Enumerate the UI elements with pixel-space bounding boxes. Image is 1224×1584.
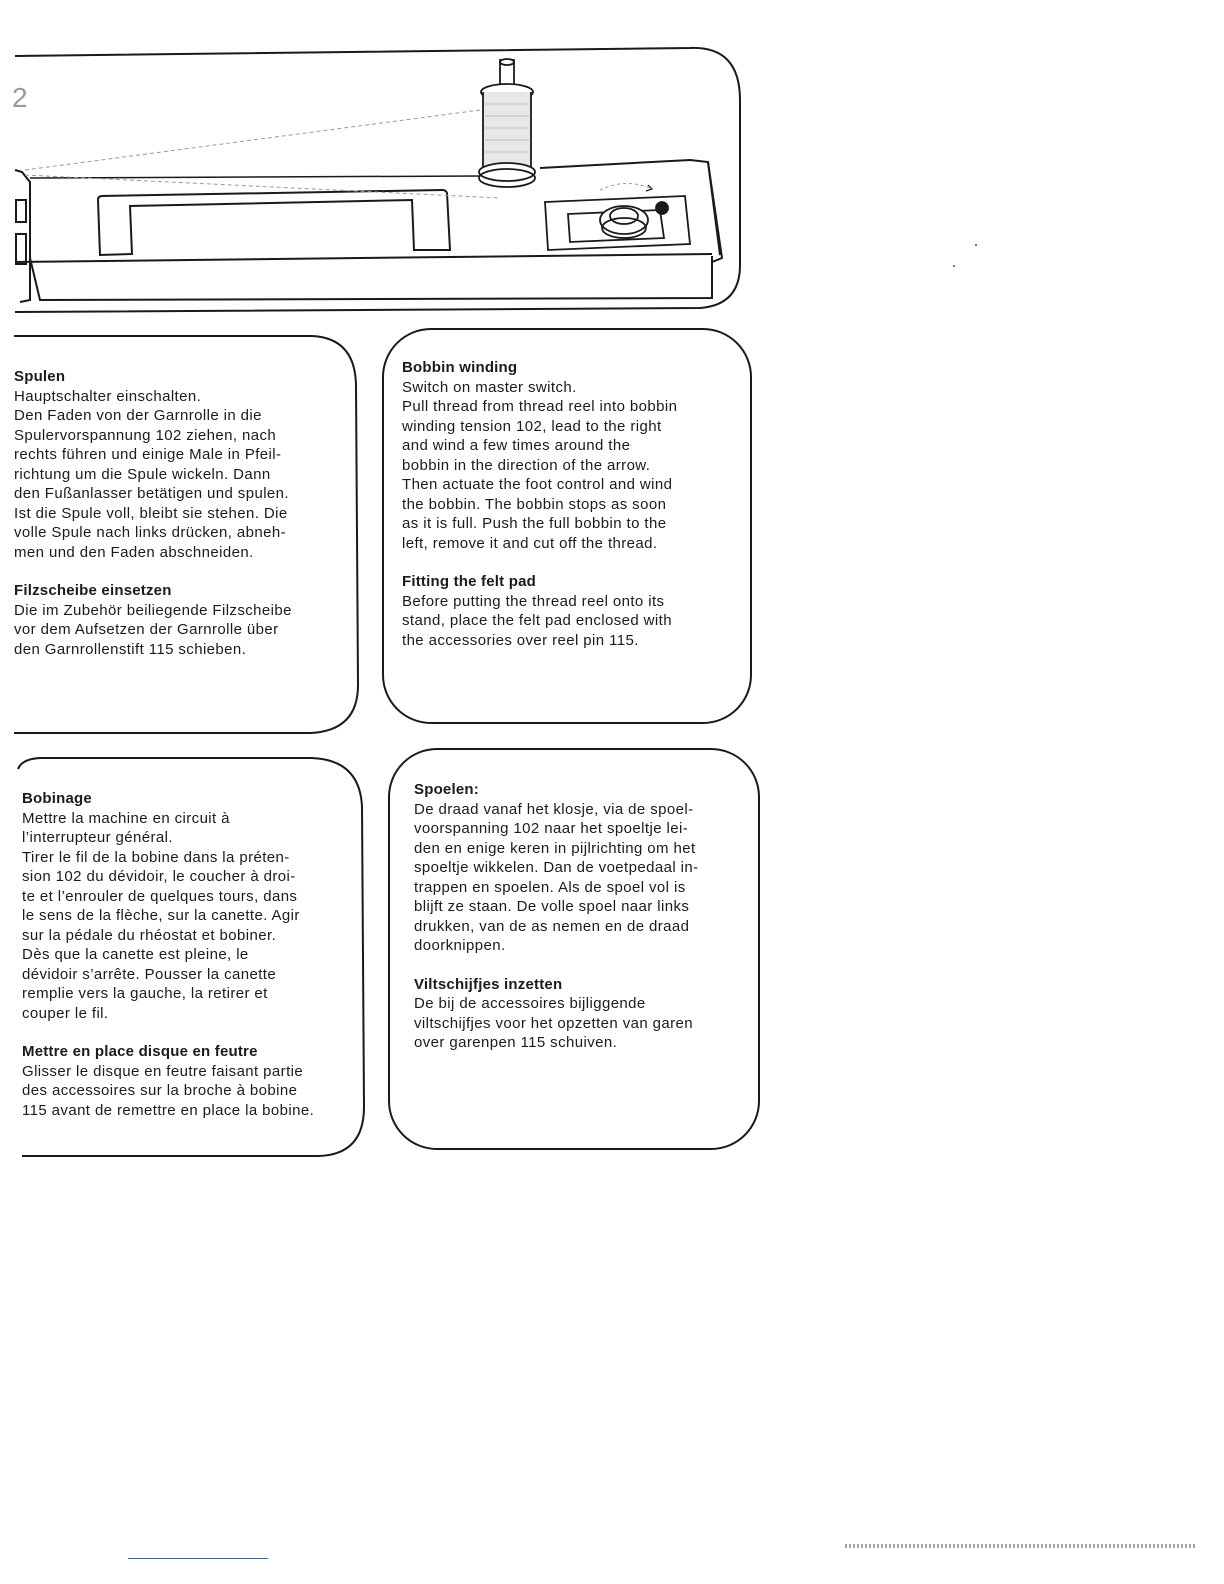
french-instructions-panel <box>0 755 368 1159</box>
french-text-block <box>22 789 362 1120</box>
german-instructions-panel <box>0 333 362 735</box>
section-body: Glisser le disque en feutre faisant partie des accessoires sur la broche à bobine 115 avant de remettre en place la bobine. <box>22 1062 315 1119</box>
section-body: De bij de accessoires bijliggende viltschijfjes voor het opzetten van garen over garenpen 115 schuiven. <box>414 995 694 1051</box>
section-heading: Bobbin winding <box>402 359 518 376</box>
german-text-block <box>14 367 349 659</box>
section-body: Switch on master switch. Pull thread from thread reel into bobbin winding tension 102, lead to the right and wind a few times around the bobbin in the direction of the arrow. Then actuate the foot control and wind the bobbin. The bobbin stops as soon as it is full. Push the full bobbin to the left, remove it and cut off the thread. <box>402 378 678 552</box>
sewing-machine-illustration <box>0 0 760 330</box>
section-body: Die im Zubehör beiliegende Filzscheibe vor dem Aufsetzen der Garnrolle über den Garnrollenstift 115 schieben. <box>14 601 292 658</box>
section-heading: Viltschijfjes inzetten <box>414 975 563 993</box>
section-body: Mettre la machine en circuit à l’interrupteur général. Tirer le fil de la bobine dans la préten- sion 102 du dévidoir, le coucher à droi- te et l’enrouler de quelques tours, dans le sens de la flèche, sur la canette. Agir sur la pédale du rhéostat et bobiner. Dès que la canette est pleine, le dévidoir s’arrête. Pousser la canette remplie vers la gauche, la retirer et couper le fil. <box>22 809 300 1022</box>
thread-spool-icon <box>479 59 535 187</box>
section-heading: Spoelen: <box>414 781 479 798</box>
section-heading: Fitting the felt pad <box>402 573 536 590</box>
dutch-instructions-panel <box>386 746 762 1152</box>
footer-rule <box>845 1544 1195 1548</box>
section-body: De draad vanaf het klosje, via de spoel- voorspanning 102 naar het spoeltje lei- den en enige keren in pijlrichting om het spoeltje wikkelen. Dan de voetpedaal in- trappen en spoelen. Als de spoel vol is blijft ze staan. De volle spoel naar links drukken, van de as nemen en de draad doorknippen. <box>414 800 699 954</box>
bobbin-winder-icon <box>545 183 690 250</box>
scan-speck <box>975 244 977 246</box>
section-body: Before putting the thread reel onto its stand, place the felt pad enclosed with the accessories over reel pin 115. <box>402 592 672 649</box>
thread-line <box>25 110 500 198</box>
page-number: 2 <box>12 82 28 113</box>
section-heading: Mettre en place disque en feutre <box>22 1043 258 1060</box>
english-text-block <box>402 358 744 650</box>
english-instructions-panel <box>380 326 754 728</box>
scan-speck <box>953 265 955 267</box>
section-body: Hauptschalter einschalten. Den Faden von der Garnrolle in die Spulervorspannung 102 ziehen, nach rechts führen und einige Male in Pfeil- richtung um die Spule wickeln. Dann den Fußanlasser betätigen und spulen. Ist die Spule voll, bleibt sie stehen. Die volle Spule nach links drücken, abneh- men und den Faden abschneiden. <box>14 387 289 561</box>
section-heading: Spulen <box>14 368 66 385</box>
section-heading: Bobinage <box>22 790 92 807</box>
section-heading: Filzscheibe einsetzen <box>14 582 172 599</box>
footer-rule <box>128 1558 268 1559</box>
dutch-text-block <box>414 780 754 1053</box>
